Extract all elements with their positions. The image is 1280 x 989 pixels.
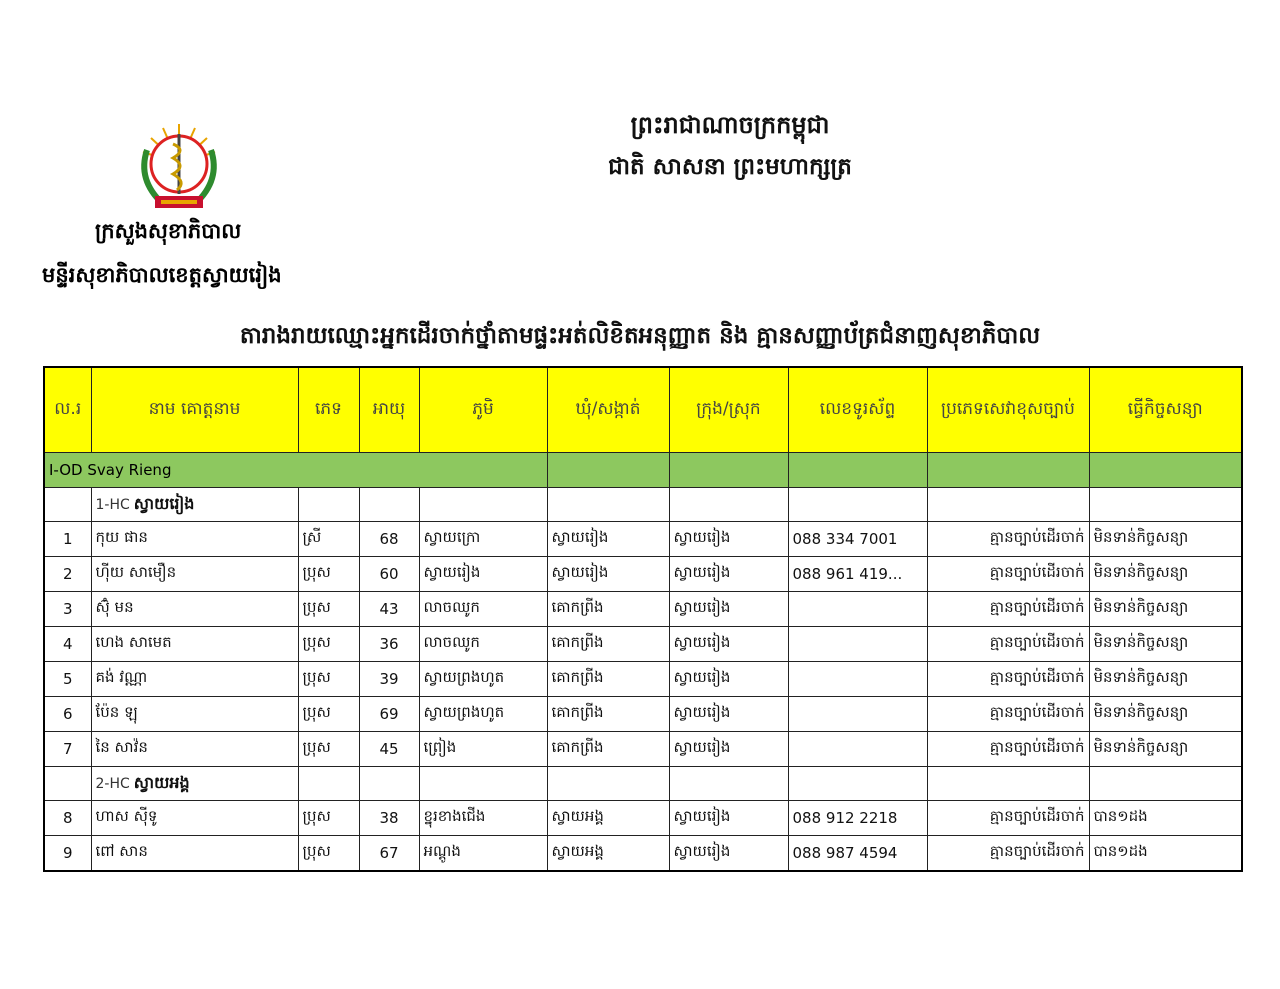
col-header-sex: ភេទ [298,367,359,453]
cell-commune: គោកព្រីង [547,662,669,697]
cell-illegal-service: គ្មានច្បាប់ដើរចាក់ [927,557,1089,592]
cell-name: ហាស ស៊ីទូ [91,801,298,836]
cell-age: 68 [359,522,419,557]
empty-cell [419,488,547,522]
col-header-phone: លេខទូរស័ព្ទ [788,367,927,453]
cell-phone [788,592,927,627]
cell-contract: មិនទាន់កិច្ចសន្យា [1089,662,1242,697]
empty-cell [359,767,419,801]
cell-name: ស៊ុំ មន [91,592,298,627]
empty-cell [788,488,927,522]
cell-illegal-service: គ្មានច្បាប់ដើរចាក់ [927,836,1089,872]
cell-sex: ប្រុស [298,627,359,662]
cell-age: 39 [359,662,419,697]
health-center-row [44,488,1242,522]
cell-contract: មិនទាន់កិច្ចសន្យា [1089,592,1242,627]
cell-sex: ប្រុស [298,836,359,872]
group-cell [547,453,669,488]
col-header-illegal-service: ប្រភេទសេវាខុសច្បាប់ [927,367,1089,453]
cell-sex: ប្រុស [298,592,359,627]
cell-age: 60 [359,557,419,592]
cell-number: 5 [44,662,91,697]
cell-name: ពៅ សាន [91,836,298,872]
cell-contract: មិនទាន់កិច្ចសន្យា [1089,627,1242,662]
cell-illegal-service: គ្មានច្បាប់ដើរចាក់ [927,662,1089,697]
cell-age: 67 [359,836,419,872]
group-cell [788,453,927,488]
cell-number: 9 [44,836,91,872]
table-row [44,836,1242,872]
table-row [44,801,1242,836]
cell-commune: គោកព្រីង [547,732,669,767]
cell-illegal-service: គ្មានច្បាប់ដើរចាក់ [927,697,1089,732]
cell-illegal-service: គ្មានច្បាប់ដើរចាក់ [927,732,1089,767]
cell-phone [788,732,927,767]
empty-cell [1089,488,1242,522]
cell-name: ហ៊ីយ សាមឿន [91,557,298,592]
empty-cell [927,488,1089,522]
empty-cell [359,488,419,522]
cell-name: នៃ សាវ៉ន [91,732,298,767]
cell-contract: មិនទាន់កិច្ចសន្យា [1089,697,1242,732]
empty-cell [298,767,359,801]
health-center-code: 1-HC [95,496,130,513]
col-header-contract: ធ្វើកិច្ចសន្យា [1089,367,1242,453]
group-row [44,453,1242,488]
cell-village: អណ្តូង [419,836,547,872]
ministry-logo-icon [133,120,225,216]
table-row [44,627,1242,662]
kingdom-heading: ព្រះរាជាណាចក្រកម្ពុជា [630,110,830,139]
cell-age: 43 [359,592,419,627]
cell-district: ស្វាយរៀង [669,801,788,836]
group-cell [669,453,788,488]
health-center-label [91,767,298,801]
cell-district: ស្វាយរៀង [669,627,788,662]
col-header-commune: ឃុំ/សង្កាត់ [547,367,669,453]
group-cell [927,453,1089,488]
col-header-district: ក្រុង/ស្រុក [669,367,788,453]
cell-district: ស្វាយរៀង [669,522,788,557]
document-title: តារាងរាយឈ្មោះអ្នកដើរចាក់ថ្នាំតាមផ្ទះអត់លិខិតអនុញ្ញាត និង គ្មានសញ្ញាប័ត្រជំនាញសុខាភិបាល [239,322,1041,349]
cell-district: ស្វាយរៀង [669,557,788,592]
cell-number: 3 [44,592,91,627]
cell-commune: ស្វាយរៀង [547,557,669,592]
cell-village: លាចឈូក [419,627,547,662]
health-center-name: ស្វាយរៀង [133,493,195,513]
cell-number: 8 [44,801,91,836]
cell-phone: 088 912 2218 [788,801,927,836]
col-header-number: ល.រ [44,367,91,453]
cell-sex: ប្រុស [298,662,359,697]
cell-commune: គោកព្រីង [547,627,669,662]
group-cell [1089,453,1242,488]
cell-contract: បាន១ដង [1089,836,1242,872]
col-header-age: អាយុ [359,367,419,453]
cell-district: ស្វាយរៀង [669,592,788,627]
cell-sex: ប្រុស [298,557,359,592]
cell-sex: ស្រី [298,522,359,557]
cell-name: គង់ វណ្ណា [91,662,298,697]
empty-cell [44,767,91,801]
empty-cell [1089,767,1242,801]
cell-age: 38 [359,801,419,836]
empty-cell [547,767,669,801]
cell-age: 45 [359,732,419,767]
department-name: មន្ទីរសុខាភិបាលខេត្តស្វាយរៀង [42,263,282,287]
empty-cell [788,767,927,801]
table-row [44,732,1242,767]
cell-number: 4 [44,627,91,662]
empty-cell [547,488,669,522]
cell-contract: មិនទាន់កិច្ចសន្យា [1089,522,1242,557]
injector-roster-table [43,366,1243,872]
cell-district: ស្វាយរៀង [669,697,788,732]
cell-commune: គោកព្រីង [547,697,669,732]
cell-district: ស្វាយរៀង [669,732,788,767]
cell-phone [788,662,927,697]
cell-illegal-service: គ្មានច្បាប់ដើរចាក់ [927,627,1089,662]
cell-name: ប៉ែន ឡុ [91,697,298,732]
cell-village: ស្វាយរៀង [419,557,547,592]
col-header-village: ភូមិ [419,367,547,453]
cell-village: ស្វាយព្រងហូត [419,662,547,697]
cell-age: 36 [359,627,419,662]
cell-phone: 088 987 4594 [788,836,927,872]
table-row [44,592,1242,627]
cell-illegal-service: គ្មានច្បាប់ដើរចាក់ [927,801,1089,836]
table-row [44,662,1242,697]
table-row [44,557,1242,592]
health-center-code: 2-HC [95,775,130,792]
cell-number: 1 [44,522,91,557]
cell-illegal-service: គ្មានច្បាប់ដើរចាក់ [927,522,1089,557]
cell-village: ព្រៀង [419,732,547,767]
cell-village: ស្វាយព្រងហូត [419,697,547,732]
table-row [44,522,1242,557]
cell-age: 69 [359,697,419,732]
cell-contract: បាន១ដង [1089,801,1242,836]
col-header-name: នាម គោត្តនាម [91,367,298,453]
table-row [44,697,1242,732]
empty-cell [927,767,1089,801]
cell-commune: គោកព្រីង [547,592,669,627]
cell-village: លាចឈូក [419,592,547,627]
cell-district: ស្វាយរៀង [669,662,788,697]
cell-illegal-service: គ្មានច្បាប់ដើរចាក់ [927,592,1089,627]
health-center-row [44,767,1242,801]
group-label: I-OD Svay Rieng [44,453,547,488]
empty-cell [419,767,547,801]
cell-commune: ស្វាយរៀង [547,522,669,557]
national-motto: ជាតិ សាសនា ព្រះមហាក្សត្រ [608,153,852,180]
cell-commune: ស្វាយអង្គ [547,801,669,836]
cell-phone [788,627,927,662]
cell-village: ខ្នុរខាងជើង [419,801,547,836]
cell-sex: ប្រុស [298,697,359,732]
cell-contract: មិនទាន់កិច្ចសន្យា [1089,557,1242,592]
health-center-name: ស្វាយអង្គ [133,772,190,792]
empty-cell [669,767,788,801]
cell-phone [788,697,927,732]
cell-phone: 088 334 7001 [788,522,927,557]
empty-cell [669,488,788,522]
cell-commune: ស្វាយអង្គ [547,836,669,872]
cell-name: ហេង សាមេត [91,627,298,662]
empty-cell [44,488,91,522]
cell-number: 7 [44,732,91,767]
empty-cell [298,488,359,522]
cell-sex: ប្រុស [298,732,359,767]
cell-village: ស្វាយក្រោ [419,522,547,557]
cell-name: កុយ ផាន [91,522,298,557]
cell-number: 2 [44,557,91,592]
cell-district: ស្វាយរៀង [669,836,788,872]
table-header-row [44,367,1242,453]
cell-number: 6 [44,697,91,732]
health-center-label [91,488,298,522]
cell-sex: ប្រុស [298,801,359,836]
cell-contract: មិនទាន់កិច្ចសន្យា [1089,732,1242,767]
cell-phone: 088 961 419... [788,557,927,592]
ministry-name: ក្រសួងសុខាភិបាល [95,219,242,243]
